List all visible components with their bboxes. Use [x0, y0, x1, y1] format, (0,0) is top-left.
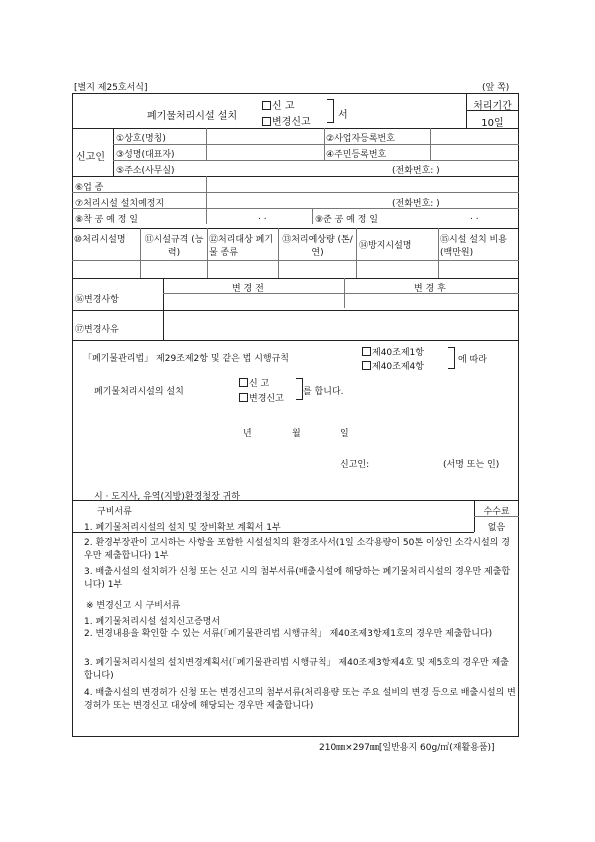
address-label: ⑤주소(사무실): [116, 166, 175, 176]
required-doc-2: 2. 환경부장관이 고시하는 사항을 포함한 시설설치의 환경조사서(1일 소각용량이 50톤 이상인 소각시설의 경우만 제출합니다) 1부: [84, 538, 510, 561]
checkbox-article-40-1[interactable]: [362, 347, 371, 356]
waste-type-header: ⑫처리대상 폐기물 종류: [209, 235, 274, 258]
date-month-label: 월: [292, 429, 301, 439]
change-doc-4: 4. 배출시설의 변경허가 신청 또는 변경신고의 첨부서류(처리용량 또는 주요 설비의 변경 등으로 배출시설의 변경허가 또는 변경신고 대상에 해당되는 경우만 제출합니다): [84, 688, 516, 711]
signer-label: 신고인:: [340, 460, 370, 470]
construction-start-value[interactable]: . .: [258, 212, 267, 222]
processing-period-label: 처리기간: [473, 101, 512, 112]
expected-amount-header: ⑬처리예상량 (톤/연): [282, 235, 353, 258]
checkbox-article-40-4[interactable]: [362, 361, 371, 370]
applicant-label: 신고인: [76, 152, 105, 163]
statement-line1: 「폐기물관리법」 제29조제2항 및 같은 법 시행규칙: [83, 354, 289, 364]
checkbox-statement-change[interactable]: [239, 393, 248, 402]
business-name-label: ①상호(명칭): [116, 134, 166, 144]
completion-date-value[interactable]: . .: [470, 212, 479, 222]
option-change-report[interactable]: 변경신고: [239, 391, 284, 404]
fee-value: 없음: [487, 523, 506, 533]
statement-line2-end: 를 합니다.: [303, 387, 344, 397]
processing-period-value: 10일: [481, 118, 504, 129]
date-year-label: 년: [243, 429, 252, 439]
site-phone-label: (전화번호: ): [392, 199, 440, 209]
required-doc-1: 1. 폐기물처리시설의 설치 및 장비확보 계획서 1부: [84, 523, 281, 533]
statement-line1-end: 에 따라: [458, 355, 487, 365]
required-docs-title: 구비서류: [97, 507, 132, 517]
option-report[interactable]: 신 고: [239, 376, 269, 389]
form-title-suffix: 서: [338, 110, 348, 121]
change-reason-label: ⑰변경사유: [75, 325, 119, 335]
change-before-header: 변 경 전: [232, 284, 264, 294]
form-title-prefix: 폐기물처리시설 설치: [147, 111, 238, 122]
install-site-label: ⑦처리시설 설치예정지: [75, 199, 165, 209]
form-number-label: [별지 제25호서식]: [74, 83, 148, 93]
option-article-40-1[interactable]: 제40조제1항: [362, 345, 424, 358]
checkbox-change[interactable]: [262, 117, 271, 126]
title-option-change[interactable]: 변경신고: [262, 113, 311, 128]
checkbox-report[interactable]: [262, 101, 271, 110]
fee-label: 수수료: [483, 507, 510, 517]
construction-start-label: ⑧착 공 예 정 일: [75, 215, 138, 225]
change-items-label: ⑯변경사항: [75, 295, 119, 305]
signature-field[interactable]: (서명 또는 인): [443, 460, 500, 470]
date-day-label: 일: [340, 429, 349, 439]
change-doc-1: 1. 폐기물처리시설 설치신고증명서: [84, 617, 221, 627]
facility-capacity-header: ⑪시설규격 (능 력): [144, 235, 204, 258]
completion-date-label: ⑨준 공 예 정 일: [315, 215, 378, 225]
install-cost-header: ⑮시설 설치 비용(백만원): [440, 235, 507, 258]
paper-spec-footer: 210㎜×297㎜[일반용지 60g/㎡(재활용품)]: [319, 743, 495, 753]
option-article-40-4[interactable]: 제40조제4항: [362, 359, 424, 372]
statement-line2: 폐기물처리시설의 설치: [94, 387, 184, 397]
representative-name-label: ③성명(대표자): [116, 150, 175, 160]
industry-label: ⑥업 종: [75, 183, 104, 193]
change-after-header: 변 경 후: [414, 284, 446, 294]
title-option-report[interactable]: 신 고: [262, 97, 295, 112]
page-side-label: (앞 쪽): [482, 83, 510, 93]
facility-name-header: ⑩처리시설명: [74, 235, 126, 245]
checkbox-statement-report[interactable]: [239, 378, 248, 387]
required-doc-3: 3. 배출시설의 설치허가 신청 또는 신고 시의 첨부서류(배출시설에 해당하는 폐기물처리시설의 경우만 제출합니다) 1부: [84, 567, 511, 590]
prevention-facility-header: ⑭방지시설명: [359, 241, 412, 251]
applicant-phone-label: (전화번호: ): [392, 166, 440, 176]
change-doc-3: 3. 폐기물처리시설의 설치변경계획서(「폐기물관리법 시행규칙」 제40조제3항제4호 및 제5호의 경우만 제출합니다): [84, 658, 509, 681]
change-doc-2: 2. 변경내용을 확인할 수 있는 서류(「폐기물관리법 시행규칙」 제40조제3항제1호의 경우만 제출합니다): [84, 629, 493, 639]
recipient-line: 시 · 도지사, 유역(지방)환경청장 귀하: [94, 492, 240, 502]
business-reg-no-label: ②사업자등록번호: [326, 134, 395, 144]
resident-reg-no-label: ④주민등록번호: [326, 150, 387, 160]
change-docs-title: ※ 변경신고 시 구비서류: [86, 601, 181, 611]
